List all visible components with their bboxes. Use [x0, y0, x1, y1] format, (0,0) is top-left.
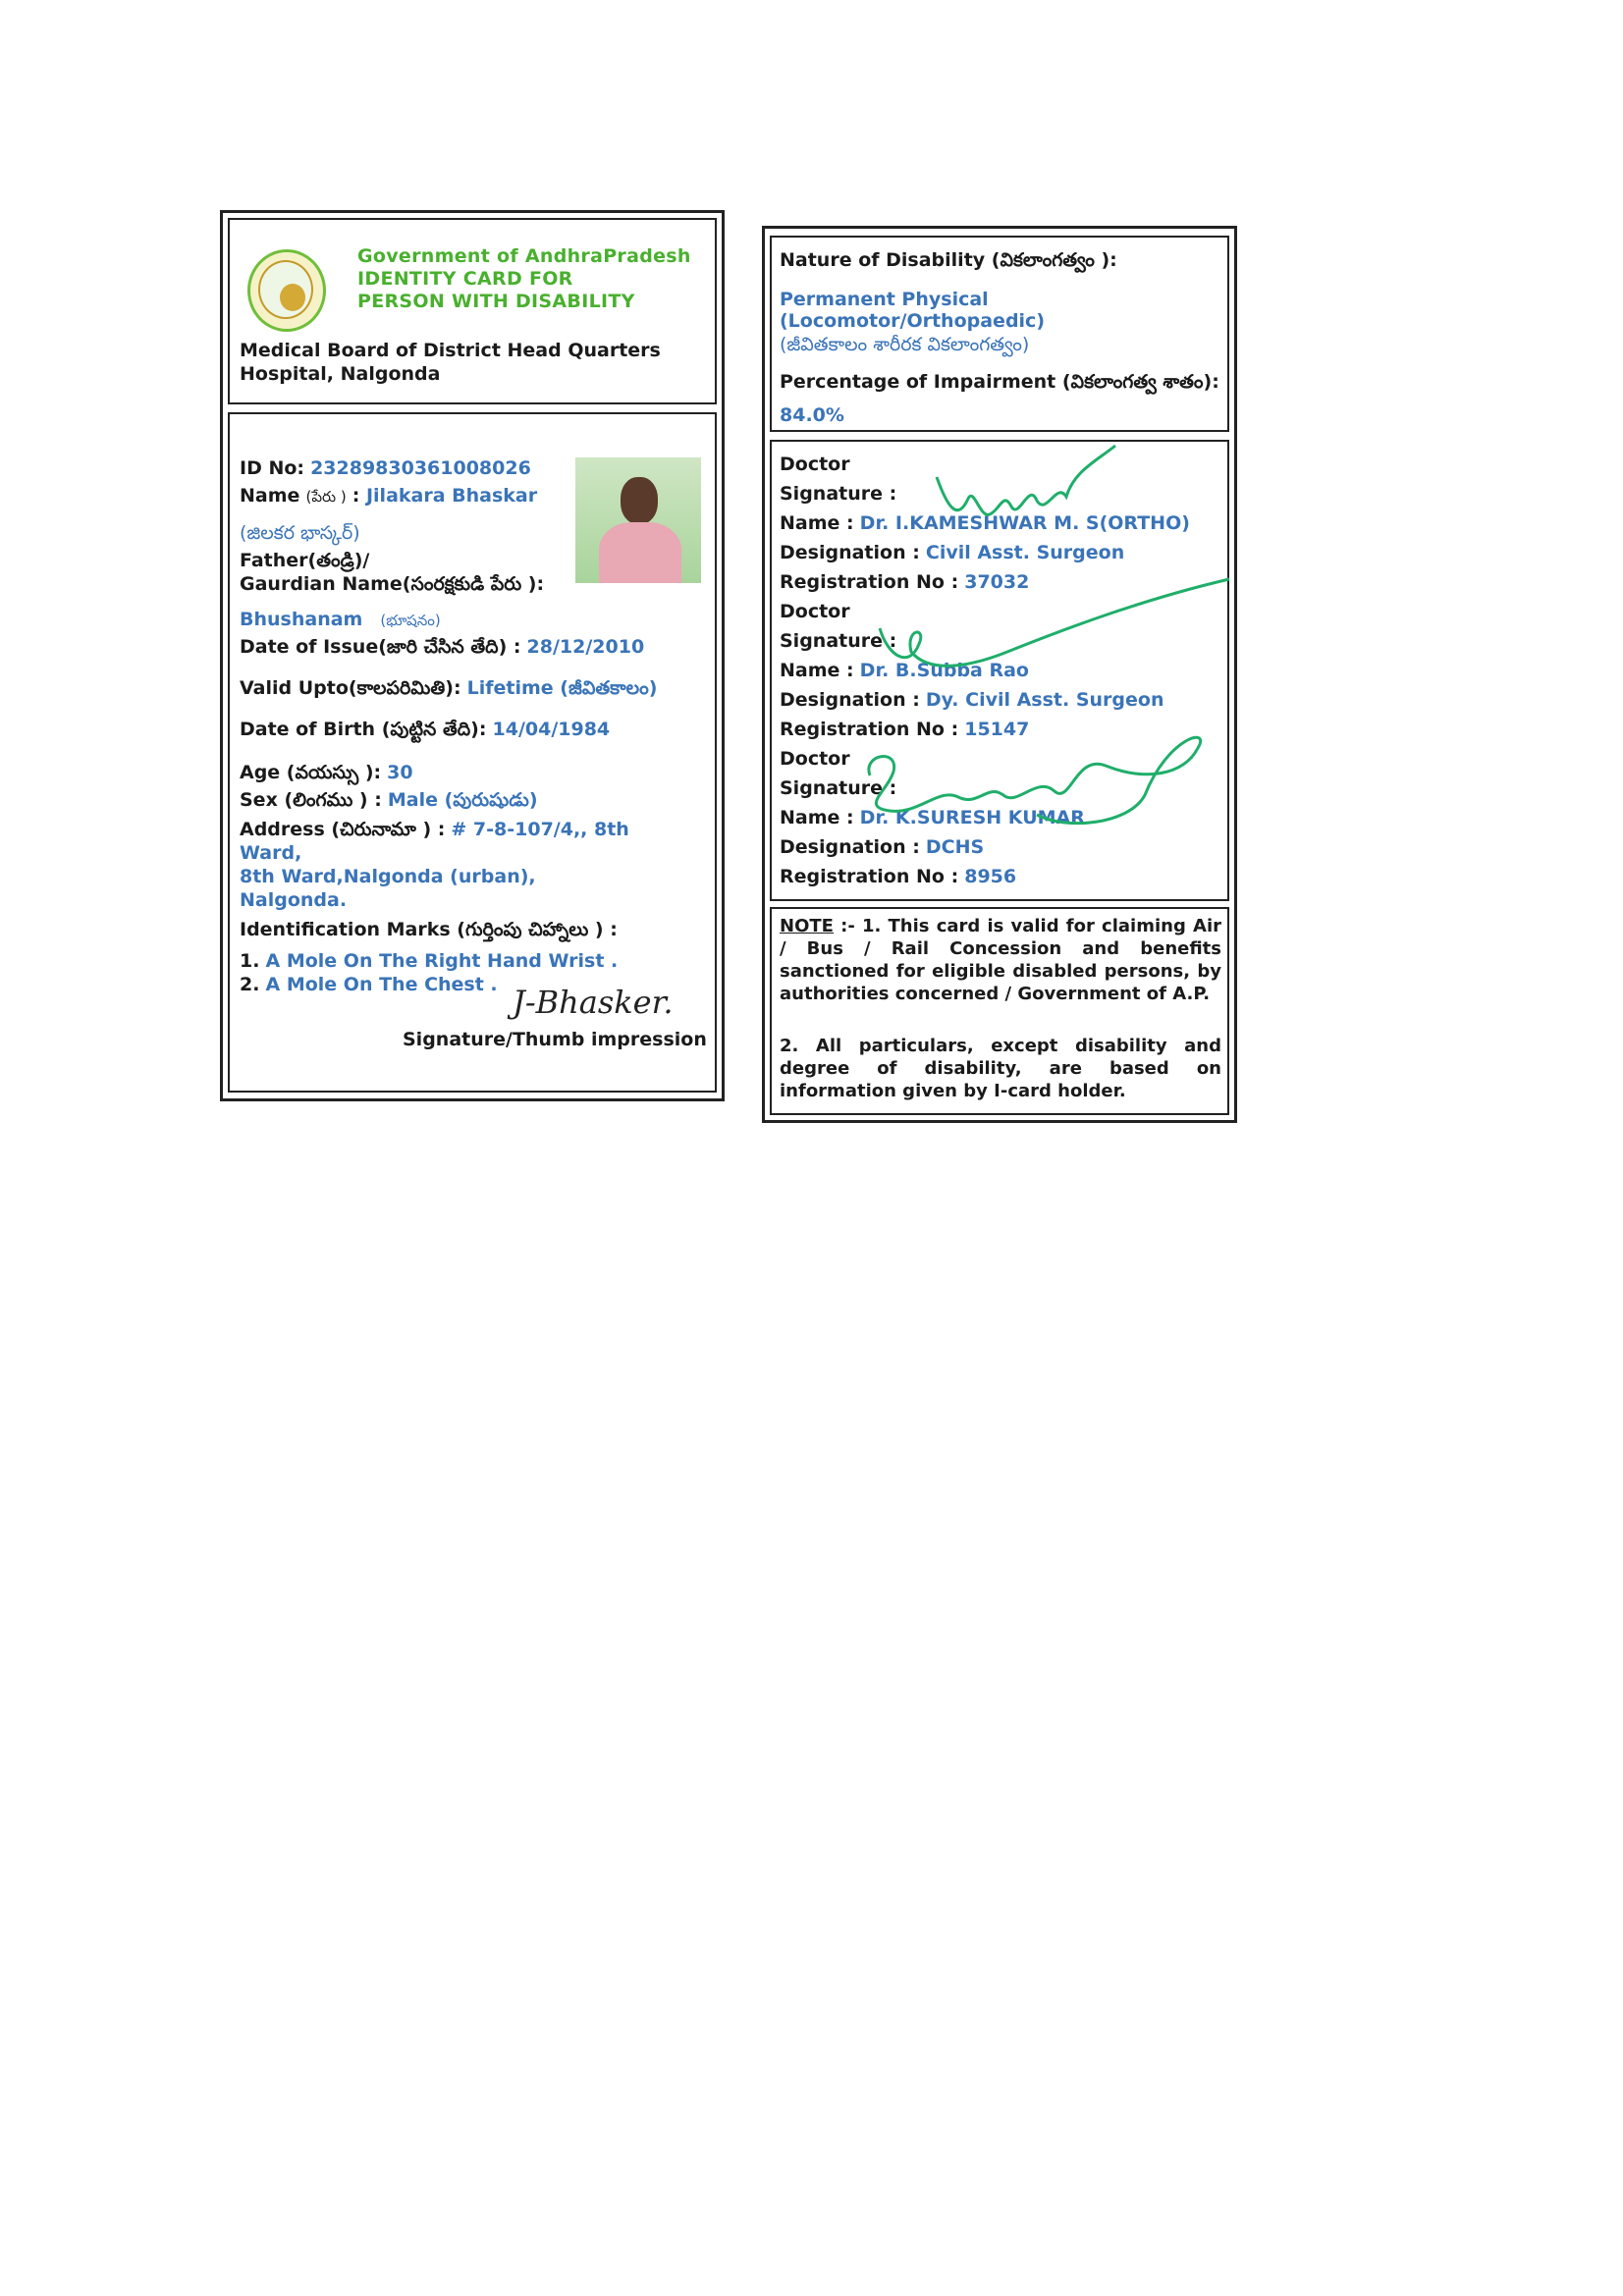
government-emblem-icon	[247, 249, 326, 332]
doctor-2-name-row: Name : Dr. B.Subba Rao	[780, 660, 1029, 681]
address-line2: Ward,	[240, 842, 302, 864]
doctor-3-name-row: Name : Dr. K.SURESH KUMAR	[780, 807, 1085, 828]
id-card-front	[220, 210, 725, 1101]
address-label: Address (చిరునామా ) :	[240, 819, 446, 840]
address-row	[240, 819, 629, 845]
mark-2-text: A Mole On The Chest .	[265, 974, 498, 995]
doctor-1-designation-row: Designation : Civil Asst. Surgeon	[780, 542, 1125, 563]
doctor-1-signature-label: Signature :	[780, 483, 897, 505]
doctor-3-signature-label: Signature :	[780, 777, 897, 799]
header-government: Government of AndhraPradesh	[357, 245, 691, 267]
doctor-2-signature-stroke	[880, 579, 1229, 666]
doctor-3-signature-stroke	[869, 737, 1201, 823]
valid-label: Valid Upto(కాలపరిమితి):	[240, 677, 461, 699]
doctor-1-label: Doctor	[780, 454, 850, 475]
card-header	[228, 218, 717, 404]
guardian-row	[240, 609, 441, 633]
id-label: ID No:	[240, 457, 305, 479]
valid-row	[240, 677, 657, 704]
header-disability: PERSON WITH DISABILITY	[357, 291, 635, 312]
note-section	[770, 907, 1229, 1115]
name-row: Name (పేరు ) : Jilakara Bhaskar	[240, 485, 538, 507]
doctor-2-designation: Dy. Civil Asst. Surgeon	[925, 689, 1164, 711]
doctor-2-name: Dr. B.Subba Rao	[859, 660, 1029, 681]
holder-signature: J-Bhasker.	[513, 984, 674, 1021]
doctor-2-registration: 15147	[964, 719, 1030, 740]
nature-label: Nature of Disability (వికలాంగత్వం ):	[780, 249, 1117, 271]
father-label: Father(తండ్రి)/	[240, 550, 370, 571]
nature-value-1: Permanent Physical	[780, 289, 989, 310]
address-line3: 8th Ward,Nalgonda (urban),	[240, 866, 536, 887]
mark-1-text: A Mole On The Right Hand Wrist .	[265, 950, 619, 972]
doctor-3-designation-row: Designation : DCHS	[780, 836, 985, 858]
signature-caption: Signature/Thumb impression	[403, 1029, 707, 1050]
mark-2: 2. A Mole On The Chest .	[240, 974, 498, 995]
doctor-1-designation: Civil Asst. Surgeon	[925, 542, 1125, 563]
disability-section	[770, 236, 1229, 432]
note-prefix: NOTE	[780, 916, 834, 936]
name-value: Jilakara Bhaskar	[365, 485, 538, 507]
doctor-3-name: Dr. K.SURESH KUMAR	[859, 807, 1085, 828]
id-card-back	[762, 226, 1237, 1123]
doctor-1-registration: 37032	[964, 571, 1030, 593]
header-identity-card: IDENTITY CARD FOR	[357, 268, 573, 290]
valid-value: Lifetime (జీవితకాలం)	[466, 677, 658, 699]
issue-row	[240, 636, 644, 663]
mark-1: 1. A Mole On The Right Hand Wrist .	[240, 950, 619, 972]
address-line4: Nalgonda.	[240, 889, 348, 911]
nature-value-2: (Locomotor/Orthopaedic)	[780, 310, 1046, 332]
note-1-text: :- 1. This card is valid for claiming Air / Bus / Rail Concession and benefits sanctioned for eligible disabled persons, by authorities concerned / Government of A.P.	[780, 916, 1221, 1004]
sex-row	[240, 789, 538, 816]
doctor-3-registration: 8956	[964, 866, 1017, 887]
doctor-1-name: Dr. I.KAMESHWAR M. S(ORTHO)	[859, 512, 1190, 534]
dob-label: Date of Birth (పుట్టిన తేది):	[240, 719, 487, 740]
impairment-label: Percentage of Impairment (వికలాంగత్వ శాతం):	[780, 371, 1219, 393]
doctor-1-registration-row: Registration No : 37032	[780, 571, 1030, 593]
age-value: 30	[387, 762, 413, 783]
guardian-label: Gaurdian Name(సంరక్షకుడి పేరు ):	[240, 573, 545, 595]
name-label: Name	[240, 485, 300, 507]
sex-label: Sex (లింగము ) :	[240, 789, 382, 811]
id-row	[240, 457, 531, 479]
doctor-2-registration-row: Registration No : 15147	[780, 719, 1030, 740]
doctor-1-signature-stroke	[937, 446, 1115, 514]
note-2-text: 2. All particulars, except disability and degree of disability, are based on information given by I-card holder.	[780, 1036, 1221, 1101]
dob-value: 14/04/1984	[492, 719, 611, 740]
medical-board-line1: Medical Board of District Head Quarters	[240, 340, 661, 361]
age-label: Age (వయస్సు ):	[240, 762, 382, 783]
note-1	[780, 915, 1221, 1005]
impairment-value: 84.0%	[780, 404, 844, 426]
issue-value: 28/12/2010	[526, 636, 645, 658]
doctor-1-name-row: Name : Dr. I.KAMESHWAR M. S(ORTHO)	[780, 512, 1190, 534]
medical-board-line2: Hospital, Nalgonda	[240, 363, 441, 385]
doctors-section	[770, 440, 1229, 901]
name-value-telugu: (జిలకర భాస్కర్)	[240, 522, 360, 544]
card-details	[228, 412, 717, 1093]
doctor-2-label: Doctor	[780, 601, 850, 622]
age-row	[240, 762, 413, 788]
guardian-value-telugu: (భూషనం)	[380, 612, 441, 629]
issue-label: Date of Issue(జారి చేసిన తేది) :	[240, 636, 521, 658]
sex-value: Male (పురుషుడు)	[387, 789, 538, 811]
doctor-3-registration-row: Registration No : 8956	[780, 866, 1017, 887]
doctor-3-label: Doctor	[780, 748, 850, 770]
holder-photo	[575, 457, 701, 583]
id-value: 23289830361008026	[310, 457, 531, 479]
nature-value-telugu: (జీవితకాలం శారీరక వికలాంగత్వం)	[780, 334, 1030, 355]
marks-label: Identification Marks (గుర్తింపు చిహ్నాలు ) :	[240, 919, 618, 940]
name-label-telugu: (పేరు )	[305, 488, 347, 506]
doctor-2-designation-row: Designation : Dy. Civil Asst. Surgeon	[780, 689, 1164, 711]
doctor-2-signature-label: Signature :	[780, 630, 897, 652]
doctor-signatures-ink	[772, 442, 1231, 903]
address-line1: # 7-8-107/4,, 8th	[451, 819, 629, 840]
guardian-value: Bhushanam	[240, 609, 363, 630]
doctor-3-designation: DCHS	[925, 836, 985, 858]
dob-row	[240, 719, 610, 745]
